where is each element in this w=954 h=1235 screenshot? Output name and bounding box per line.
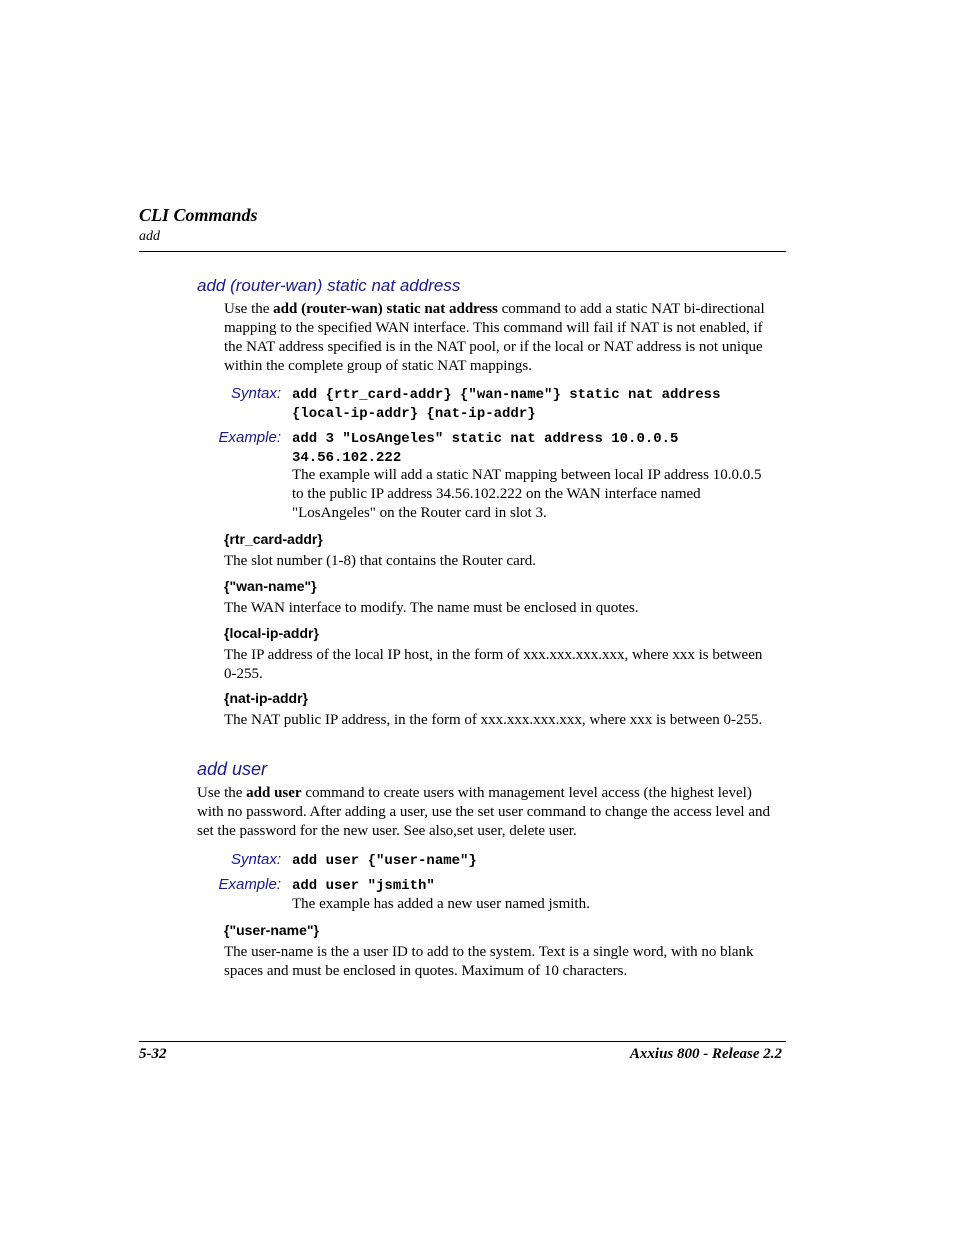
- param-description: The WAN interface to modify. The name must be enclosed in quotes.: [224, 600, 639, 616]
- example-description-line: "LosAngeles" on the Router card in slot 3.: [292, 505, 547, 521]
- section-heading-static-nat: add (router-wan) static nat address: [197, 276, 461, 295]
- example-description: The example has added a new user named jsmith.: [292, 896, 590, 912]
- param-description: [224, 943, 786, 981]
- intro-command-name: add user: [246, 785, 302, 801]
- page-header-title: CLI Commands: [139, 205, 258, 225]
- intro-text: Use the: [224, 301, 274, 317]
- syntax-code-line: {local-ip-addr} {nat-ip-addr}: [292, 406, 536, 422]
- intro-text: Use the: [197, 785, 247, 801]
- syntax-code: add user {"user-name"}: [292, 853, 477, 869]
- example-description: [292, 466, 786, 523]
- intro-line: with no password. After adding a user, use the set user command to change the access level and: [197, 804, 770, 820]
- intro-line: within the complete group of static NAT mappings.: [224, 358, 533, 374]
- param-description-line: The IP address of the local IP host, in the form of xxx.xxx.xxx.xxx, where xxx is between: [224, 647, 763, 663]
- example-description-line: The example will add a static NAT mapping between local IP address 10.0.0.5: [292, 467, 762, 483]
- product-release: Axxius 800 - Release 2.2: [629, 1046, 782, 1062]
- page-header-subtitle: add: [139, 229, 160, 244]
- syntax-label: Syntax:: [230, 385, 281, 402]
- intro-text: command to add a static NAT bi-directional: [497, 301, 765, 317]
- syntax-code-line: add {rtr_card-addr} {"wan-name"} static nat address: [292, 387, 721, 403]
- param-name: {rtr_card-addr}: [224, 531, 323, 547]
- page-number: 5-32: [139, 1046, 167, 1062]
- intro-line: mapping to the specified WAN interface. This command will fail if NAT is not enabled, if: [224, 320, 763, 336]
- param-description-line: 0-255.: [224, 666, 263, 682]
- param-description-line: spaces and must be enclosed in quotes. Maximum of 10 characters.: [224, 963, 628, 979]
- section2-intro: [197, 784, 786, 841]
- example-code-line: 34.56.102.222: [292, 450, 402, 466]
- syntax-code: [292, 386, 720, 424]
- param-description-line: The user-name is the a user ID to add to the system. Text is a single word, with no blank: [224, 944, 754, 960]
- intro-line: the NAT address specified is in the NAT pool, or if the local or NAT address is not unique: [224, 339, 763, 355]
- syntax-label: Syntax:: [230, 851, 281, 868]
- example-code: [292, 430, 678, 468]
- intro-line: set the password for the new user. See also,set user, delete user.: [197, 823, 577, 839]
- param-name: {nat-ip-addr}: [224, 690, 308, 706]
- intro-command-name: add (router-wan) static nat address: [273, 301, 498, 317]
- param-name: {"user-name"}: [224, 922, 319, 938]
- param-name: {"wan-name"}: [224, 578, 317, 594]
- example-label: Example:: [218, 429, 281, 446]
- intro-line: [224, 300, 786, 319]
- param-description: The slot number (1-8) that contains the Router card.: [224, 553, 536, 569]
- param-description: [224, 646, 786, 684]
- section-heading-add-user: add user: [197, 759, 268, 779]
- example-code-line: add 3 "LosAngeles" static nat address 10.0.0.5: [292, 431, 679, 447]
- section1-intro: [224, 300, 786, 376]
- example-code: add user "jsmith": [292, 878, 435, 894]
- param-description: The NAT public IP address, in the form of xxx.xxx.xxx.xxx, where xxx is between 0-255.: [224, 712, 763, 728]
- example-description-line: to the public IP address 34.56.102.222 on the WAN interface named: [292, 486, 701, 502]
- intro-line: [197, 784, 786, 803]
- footer-divider: [139, 1041, 786, 1042]
- example-label: Example:: [218, 876, 281, 893]
- param-name: {local-ip-addr}: [224, 625, 319, 641]
- header-divider: [139, 251, 786, 252]
- intro-text: command to create users with management level access (the highest level): [301, 785, 752, 801]
